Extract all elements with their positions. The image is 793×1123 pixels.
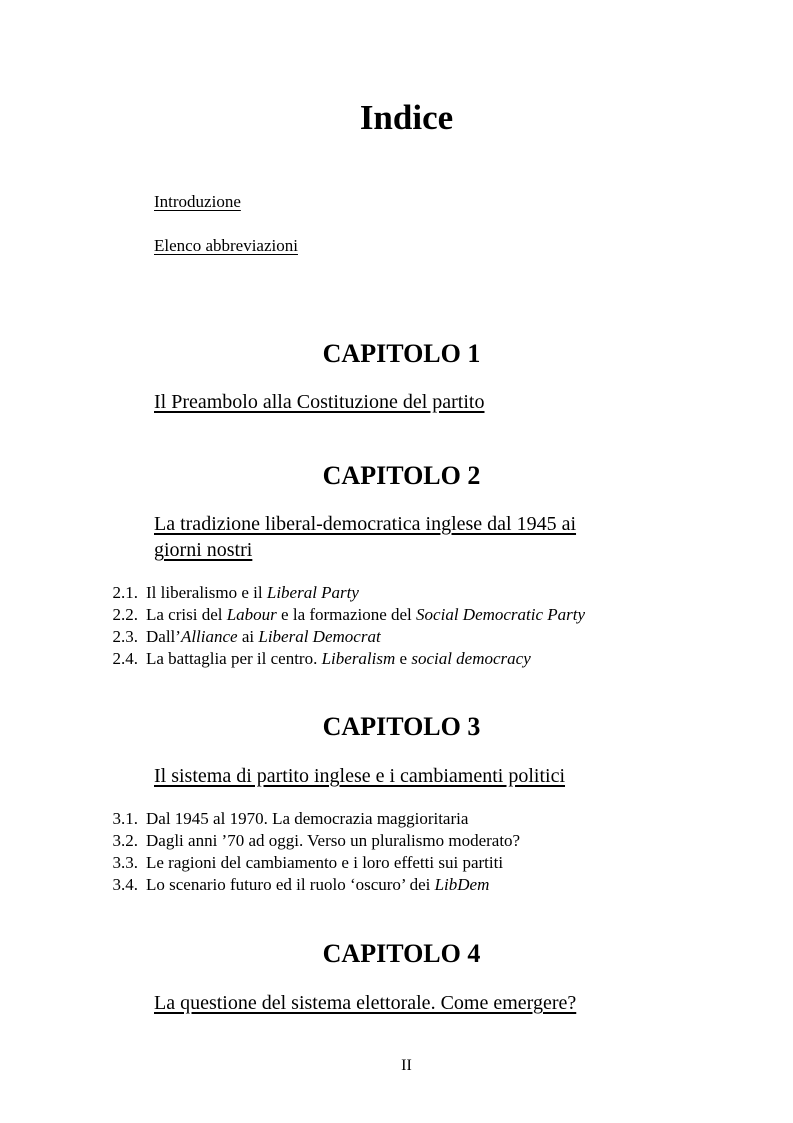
chapter-2-title-line-1[interactable]: La tradizione liberal-democratica inglese dal 1945 ai bbox=[154, 513, 577, 535]
section-number: 2.1. bbox=[112, 583, 138, 602]
section-number: 3.4. bbox=[112, 875, 138, 894]
toc-section-2-2[interactable] bbox=[0, 604, 793, 626]
section-title: La crisi del Labour e la formazione del Social Democratic Party bbox=[146, 605, 586, 624]
toc-section-3-3[interactable] bbox=[0, 852, 793, 874]
chapter-1-title-link[interactable]: Il Preambolo alla Costituzione del partito bbox=[154, 391, 485, 413]
toc-section-2-3[interactable] bbox=[0, 626, 793, 648]
section-number: 2.3. bbox=[112, 627, 138, 646]
section-title: Dagli anni ’70 ad oggi. Verso un pluralismo moderato? bbox=[146, 831, 521, 850]
toc-section-3-4[interactable] bbox=[0, 874, 793, 896]
chapter-3-sections bbox=[0, 808, 793, 896]
section-number: 3.1. bbox=[112, 809, 138, 828]
section-title: Dal 1945 al 1970. La democrazia maggioritaria bbox=[146, 809, 469, 828]
section-title: Dall’Alliance ai Liberal Democrat bbox=[146, 627, 381, 646]
toc-section-2-1[interactable] bbox=[0, 582, 793, 604]
section-number: 2.4. bbox=[112, 649, 138, 668]
toc-section-3-1[interactable] bbox=[0, 808, 793, 830]
chapter-2-sections bbox=[0, 582, 793, 670]
page-title: Indice bbox=[359, 98, 454, 137]
chapter-2-title-line-2[interactable]: giorni nostri bbox=[154, 539, 253, 561]
toc-link-elenco-abbreviazioni[interactable]: Elenco abbreviazioni bbox=[154, 236, 298, 255]
section-title: Lo scenario futuro ed il ruolo ‘oscuro’ dei LibDem bbox=[146, 875, 490, 894]
toc-section-3-2[interactable] bbox=[0, 830, 793, 852]
section-number: 3.2. bbox=[112, 831, 138, 850]
page-number: II bbox=[401, 1057, 412, 1074]
chapter-4-title-link[interactable]: La questione del sistema elettorale. Come emergere? bbox=[154, 992, 577, 1014]
section-number: 2.2. bbox=[112, 605, 138, 624]
toc-section-2-4[interactable] bbox=[0, 648, 793, 670]
toc-link-introduzione[interactable]: Introduzione bbox=[154, 192, 241, 211]
chapter-3-heading: CAPITOLO 3 bbox=[322, 712, 481, 741]
section-title: La battaglia per il centro. Liberalism e social democracy bbox=[146, 649, 531, 668]
section-title: Il liberalismo e il Liberal Party bbox=[146, 583, 359, 602]
chapter-4-heading: CAPITOLO 4 bbox=[322, 939, 481, 968]
section-title: Le ragioni del cambiamento e i loro effetti sui partiti bbox=[146, 853, 504, 872]
chapter-2-heading: CAPITOLO 2 bbox=[322, 461, 481, 490]
chapter-1-heading: CAPITOLO 1 bbox=[322, 339, 481, 368]
section-number: 3.3. bbox=[112, 853, 138, 872]
chapter-3-title-link[interactable]: Il sistema di partito inglese e i cambiamenti politici bbox=[154, 765, 566, 787]
